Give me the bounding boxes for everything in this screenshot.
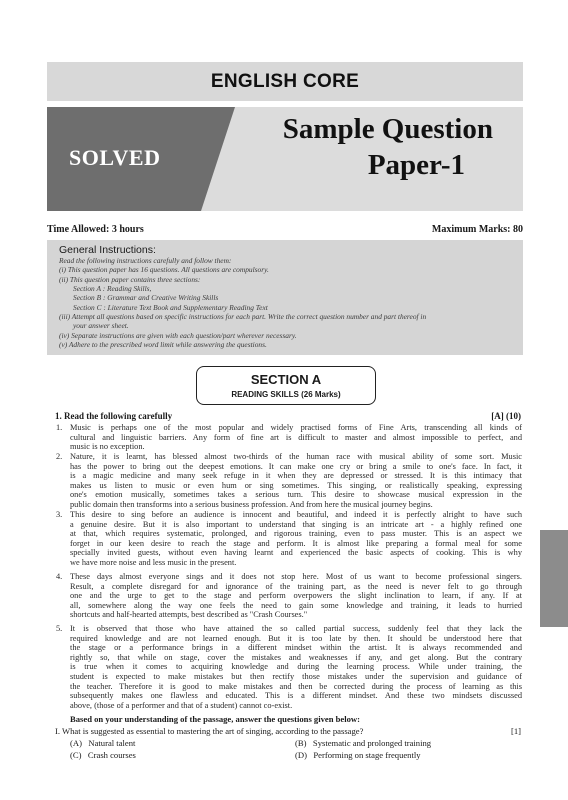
question-marks: [A] (10) [491, 411, 521, 421]
sub-question [55, 726, 521, 736]
title-banner [47, 107, 523, 211]
general-instructions-box [47, 240, 523, 355]
paper-title-line1: Sample Question [282, 113, 493, 145]
paragraph-line: all, somewhere along the way one feels the need to gain some knowledge and training, it leads to hurried [70, 600, 522, 610]
paragraph-line: the stage or a performance brings in a different mindset within the artist. It is always recommended and [70, 643, 522, 653]
paragraph-number: 2. [56, 452, 63, 461]
paper-title-line2: Paper-1 [367, 149, 465, 181]
subject-title: ENGLISH CORE [210, 71, 360, 92]
paragraph-line: Result, a complete disregard for and ignorance of the training part, as the need is never felt to go through [70, 581, 522, 591]
instructions-heading: General Instructions: [59, 244, 156, 256]
paragraph-line: subsequently makes one flawless and educated. This is a different mindset. And these two mindsets discussed [70, 691, 522, 701]
option-key: (D) [295, 750, 307, 760]
passage-paragraph [56, 624, 522, 710]
instruction-line: (v) Adhere to the prescribed word limit while answering the questions. [59, 340, 267, 350]
sub-question-text: I. What is suggested as essential to mastering the art of singing, according to the passage? [55, 726, 364, 736]
paragraph-line: above, (those of a performer and that of a student) cannot co-exist. [70, 700, 293, 710]
paragraph-line: required knowledge and are not learned enough. But it is too late by then. It should be understood here that [70, 633, 522, 643]
solved-badge: SOLVED [69, 145, 161, 170]
option-key: (C) [70, 750, 82, 760]
instruction-line: (ii) This question paper contains three sections: [59, 274, 201, 284]
paragraph-line: one and the urge to get to the stage and perform overpowers the slight inclination to learn, if any. If at [70, 591, 522, 601]
option-key: (B) [295, 738, 307, 748]
instruction-line: (iii) Attempt all questions based on specific instructions for each part. Write the correct question number and part thereof in [59, 312, 427, 322]
paragraph-line: specially invited guests, without even having learnt and experienced the basic aspects of cooking. This is why [70, 548, 522, 558]
instruction-line: Read the following instructions carefully and follow them: [59, 256, 232, 265]
instruction-line: Section A : Reading Skills, [73, 284, 152, 294]
paragraph-line: the teacher. Therefore it is good to make mistakes and then be corrected during the process of learning as this [70, 681, 522, 691]
paragraph-line: music is no exception. [70, 442, 145, 452]
option-text: Crash courses [87, 750, 136, 760]
option-text: Performing on stage frequently [313, 750, 421, 760]
paragraph-line: is true when it comes to acquiring knowledge and during the learning process. While under training, the [70, 662, 522, 672]
paragraph-line: This desire to sing before an audience is innocent and beautiful, and indeed it is perfectly alright to have such [70, 510, 522, 519]
paragraph-line: one's emotion musically, sometimes takes a serious turn. This desire to showcase musical expression in the [70, 490, 522, 500]
paragraph-line: is a magic medicine and many seek refuge in it when they are depressed or stressed. It is this intimacy that [70, 471, 522, 481]
section-heading-box [196, 366, 376, 405]
option-key: (A) [70, 738, 82, 748]
paragraph-line: a genuine desire. But it is also important to understand that singing is an intricate art - a highly refined one [70, 519, 522, 529]
passage-paragraph [56, 452, 522, 510]
passage-paragraph [56, 423, 522, 452]
option-text: Systematic and prolonged training [312, 738, 432, 748]
option-b [295, 738, 431, 748]
instruction-line: your answer sheet. [73, 321, 129, 331]
instruction-line: (i) This question paper has 16 questions. All questions are compulsory. [59, 265, 269, 275]
paragraph-number: 5. [56, 624, 63, 633]
option-a [70, 738, 135, 748]
instruction-line: Section B : Grammar and Creative Writing Skills [73, 293, 219, 303]
paragraph-line: we have more noise and less music in the present. [70, 557, 237, 567]
instruction-line: Section C : Literature Text Book and Supplementary Reading Text [73, 302, 268, 312]
paragraph-line: at that, which requires systematic, prolonged, and rigorous training, even to pass muster. This is an aspect we [70, 529, 522, 539]
passage-paragraph [56, 510, 522, 568]
side-page-tab [540, 530, 568, 627]
question-label: 1. Read the following carefully [55, 411, 173, 421]
paragraph-line: has the power to bring out the deepest emotions. It can make one cry or bring a smile to one's face. In fact, it [70, 461, 522, 471]
option-text: Natural talent [88, 738, 136, 748]
time-allowed: Time Allowed: 3 hours [47, 224, 144, 235]
paragraph-line: Music is perhaps one of the most popular and widely practised forms of Fine Arts, transcending all kinds of [70, 423, 522, 432]
paragraph-line: It is observed that those who have attained the so called partial success, suddenly feel that they lack the [70, 624, 522, 633]
option-c [70, 750, 136, 760]
paragraph-number: 4. [56, 572, 63, 581]
paragraph-line: student is expected to make mistakes but then rectify those mistakes under the supervision and guidance of [70, 671, 522, 681]
paragraph-line: These days almost everyone sings and it does not stop here. Most of us want to become professional singers. [70, 572, 522, 581]
sub-question-marks: [1] [510, 726, 521, 736]
maximum-marks: Maximum Marks: 80 [431, 224, 523, 235]
section-subtitle: READING SKILLS (26 Marks) [231, 390, 341, 399]
paragraph-line: rightly so, that while on stage, cover the mistakes and weaknesses if any, and get along. But the contrary [70, 652, 522, 662]
paragraph-number: 1. [56, 423, 63, 432]
instruction-line: (iv) Separate instructions are given with each question/part wherever necessary. [59, 330, 297, 340]
paragraph-line: public domain then transforms into a serious business profession. And from here the musical journey begins. [70, 499, 433, 509]
paragraph-line: Nature, it is learnt, has blessed almost two-thirds of the human race with musical ability of some sort. Music [70, 452, 522, 461]
option-d [295, 750, 421, 760]
paragraph-number: 3. [56, 510, 63, 519]
passage-instruction: Based on your understanding of the passage, answer the questions given below: [70, 714, 361, 724]
paragraph-line: makes us listen to music or even hum or sing sometimes. This singing, or realistically speaking, expressing [70, 480, 522, 490]
section-title: SECTION A [250, 372, 322, 387]
paragraph-line: cultural and linguistic barriers. Any form of fine art is difficult to master and almost impossible to perfect, and [70, 432, 522, 442]
paragraph-line: shortcuts and half-hearted attempts, best described as "Crash Courses." [70, 610, 308, 620]
passage-paragraph [56, 572, 522, 620]
question-heading [55, 411, 521, 421]
instructions-list [59, 256, 519, 349]
subject-band [47, 62, 523, 101]
paragraph-line: forget in our keen desire to reach the stage and perform. It is almost like preparing a formal meal for some [70, 538, 522, 548]
